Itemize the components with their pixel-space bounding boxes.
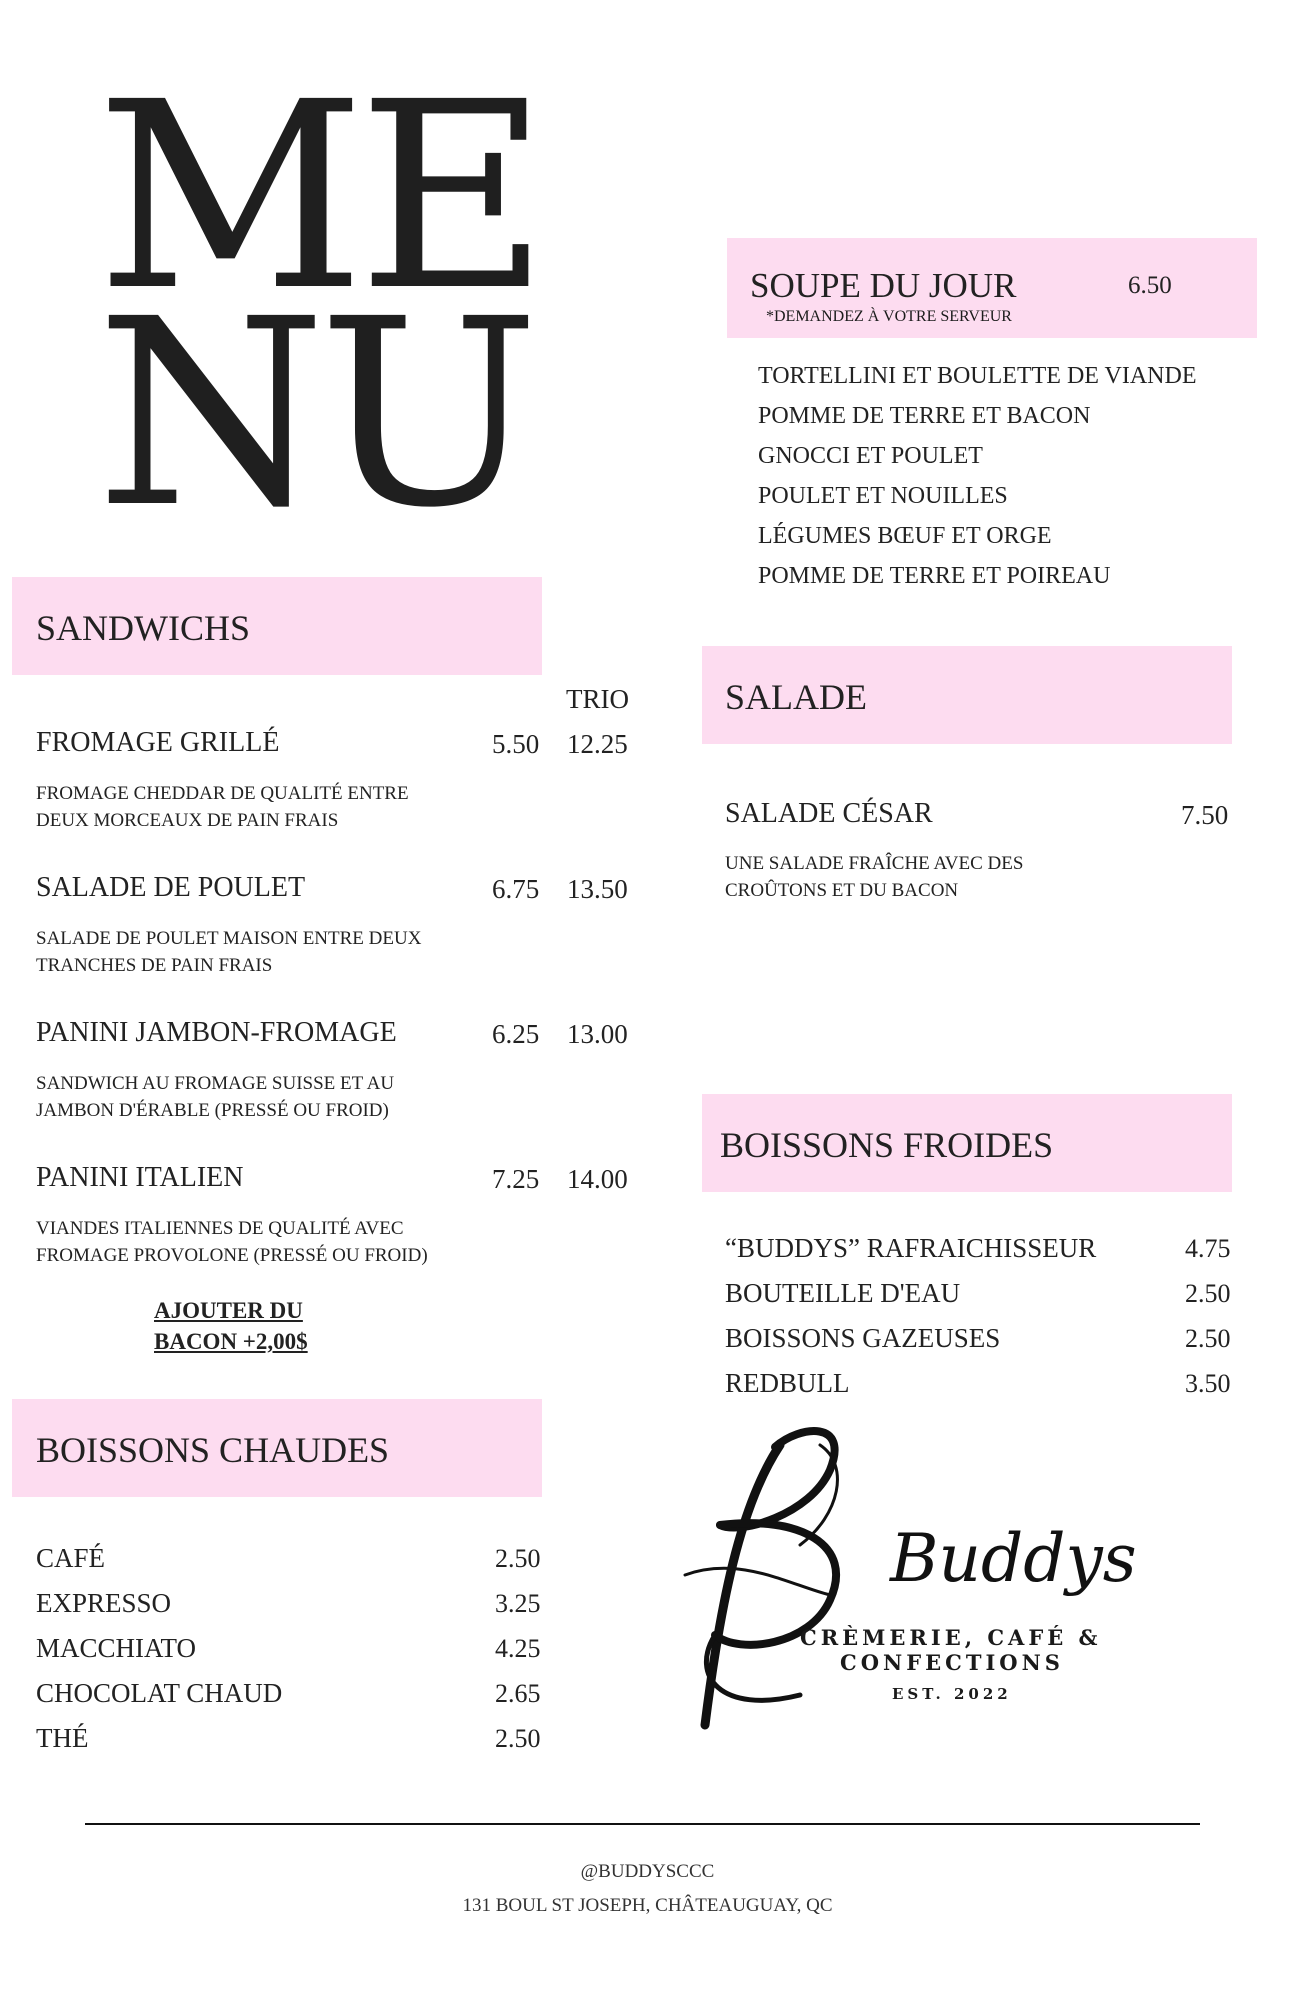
hot-drink-name: EXPRESSO [36,1588,172,1618]
logo-tagline-1: CRÈMERIE, CAFÉ & [800,1625,1102,1650]
buddys-logo [680,1425,1140,1745]
cold-drink-price: 2.50 [1185,1279,1231,1308]
cold-drink-price: 2.50 [1185,1324,1231,1353]
hot-drink-name: THÉ [36,1723,89,1753]
boissons-chaudes-title: BOISSONS CHAUDES [36,1430,390,1470]
boissons-froides-title: BOISSONS FROIDES [720,1125,1054,1165]
soupe-item: POMME DE TERRE ET POIREAU [758,563,1111,589]
cold-drink-name: BOISSONS GAZEUSES [725,1323,1001,1353]
sandwich-desc: VIANDES ITALIENNES DE QUALITÉ AVEC FROMAGE PROVOLONE (PRESSÉ OU FROID) [36,1218,428,1266]
sandwich-name: SALADE DE POULET [36,872,306,903]
soupe-item: POULET ET NOUILLES [758,483,1008,509]
cold-drink-price: 4.75 [1185,1234,1231,1263]
soupe-item: GNOCCI ET POULET [758,443,983,469]
hot-drink-name: MACCHIATO [36,1633,197,1663]
sandwich-trio-price: 13.50 [567,874,628,904]
soupe-item: POMME DE TERRE ET BACON [758,403,1091,429]
soupe-price: 6.50 [1128,272,1172,299]
footer-divider [85,1823,1200,1825]
sandwich-price: 6.25 [492,1019,540,1049]
hot-drink-name: CAFÉ [36,1543,106,1573]
salade-title: SALADE [725,677,867,717]
sandwich-price: 6.75 [492,874,540,904]
sandwichs-title: SANDWICHS [36,608,251,648]
hot-drink-price: 2.65 [495,1679,541,1708]
cold-drink-name: REDBULL [725,1368,850,1398]
sandwich-trio-price: 12.25 [567,729,628,759]
soupe-item: TORTELLINI ET BOULETTE DE VIANDE [758,363,1197,389]
menu-title-line2: NU [96,264,532,564]
soupe-item: LÉGUMES BŒUF ET ORGE [758,523,1052,549]
soupe-note: *DEMANDEZ À VOTRE SERVEUR [766,308,1012,325]
sandwich-price: 7.25 [492,1164,540,1194]
sandwich-name: PANINI JAMBON-FROMAGE [36,1017,397,1048]
add-bacon-note: AJOUTER DU BACON +2,00$ [154,1298,308,1354]
soupe-title: SOUPE DU JOUR [750,266,1017,305]
logo-script-text: Buddys [890,1520,1137,1597]
hot-drink-price: 2.50 [495,1544,541,1573]
logo-est: EST. 2022 [892,1685,1012,1703]
sandwich-trio-price: 13.00 [567,1019,628,1049]
logo-tagline-2: CONFECTIONS [840,1650,1064,1675]
salade-price: 7.50 [1181,800,1229,830]
cold-drink-price: 3.50 [1185,1369,1231,1398]
sandwich-desc: FROMAGE CHEDDAR DE QUALITÉ ENTRE DEUX MORCEAUX DE PAIN FRAIS [36,783,409,831]
trio-label: TRIO [566,684,629,714]
footer-handle: @BUDDYSCCC [580,1861,715,1882]
hot-drink-price: 3.25 [495,1589,541,1618]
sandwich-desc: SALADE DE POULET MAISON ENTRE DEUX TRANCHES DE PAIN FRAIS [36,928,422,976]
sandwich-trio-price: 14.00 [567,1164,628,1194]
footer-address: 131 BOUL ST JOSEPH, CHÂTEAUGUAY, QC [462,1895,833,1916]
cold-drink-name: BOUTEILLE D'EAU [725,1278,961,1308]
menu-title-line1: ME [96,47,542,347]
sandwich-name: FROMAGE GRILLÉ [36,727,280,758]
sandwich-price: 5.50 [492,729,540,759]
sandwich-desc: SANDWICH AU FROMAGE SUISSE ET AU JAMBON D'ÉRABLE (PRESSÉ OU FROID) [36,1073,395,1121]
hot-drink-price: 2.50 [495,1724,541,1753]
salade-name: SALADE CÉSAR [725,798,933,829]
salade-desc: UNE SALADE FRAÎCHE AVEC DES CROÛTONS ET DU BACON [725,853,1024,901]
hot-drink-name: CHOCOLAT CHAUD [36,1678,283,1708]
sandwich-name: PANINI ITALIEN [36,1162,244,1193]
hot-drink-price: 4.25 [495,1634,541,1663]
cold-drink-name: “BUDDYS” RAFRAICHISSEUR [725,1233,1097,1263]
